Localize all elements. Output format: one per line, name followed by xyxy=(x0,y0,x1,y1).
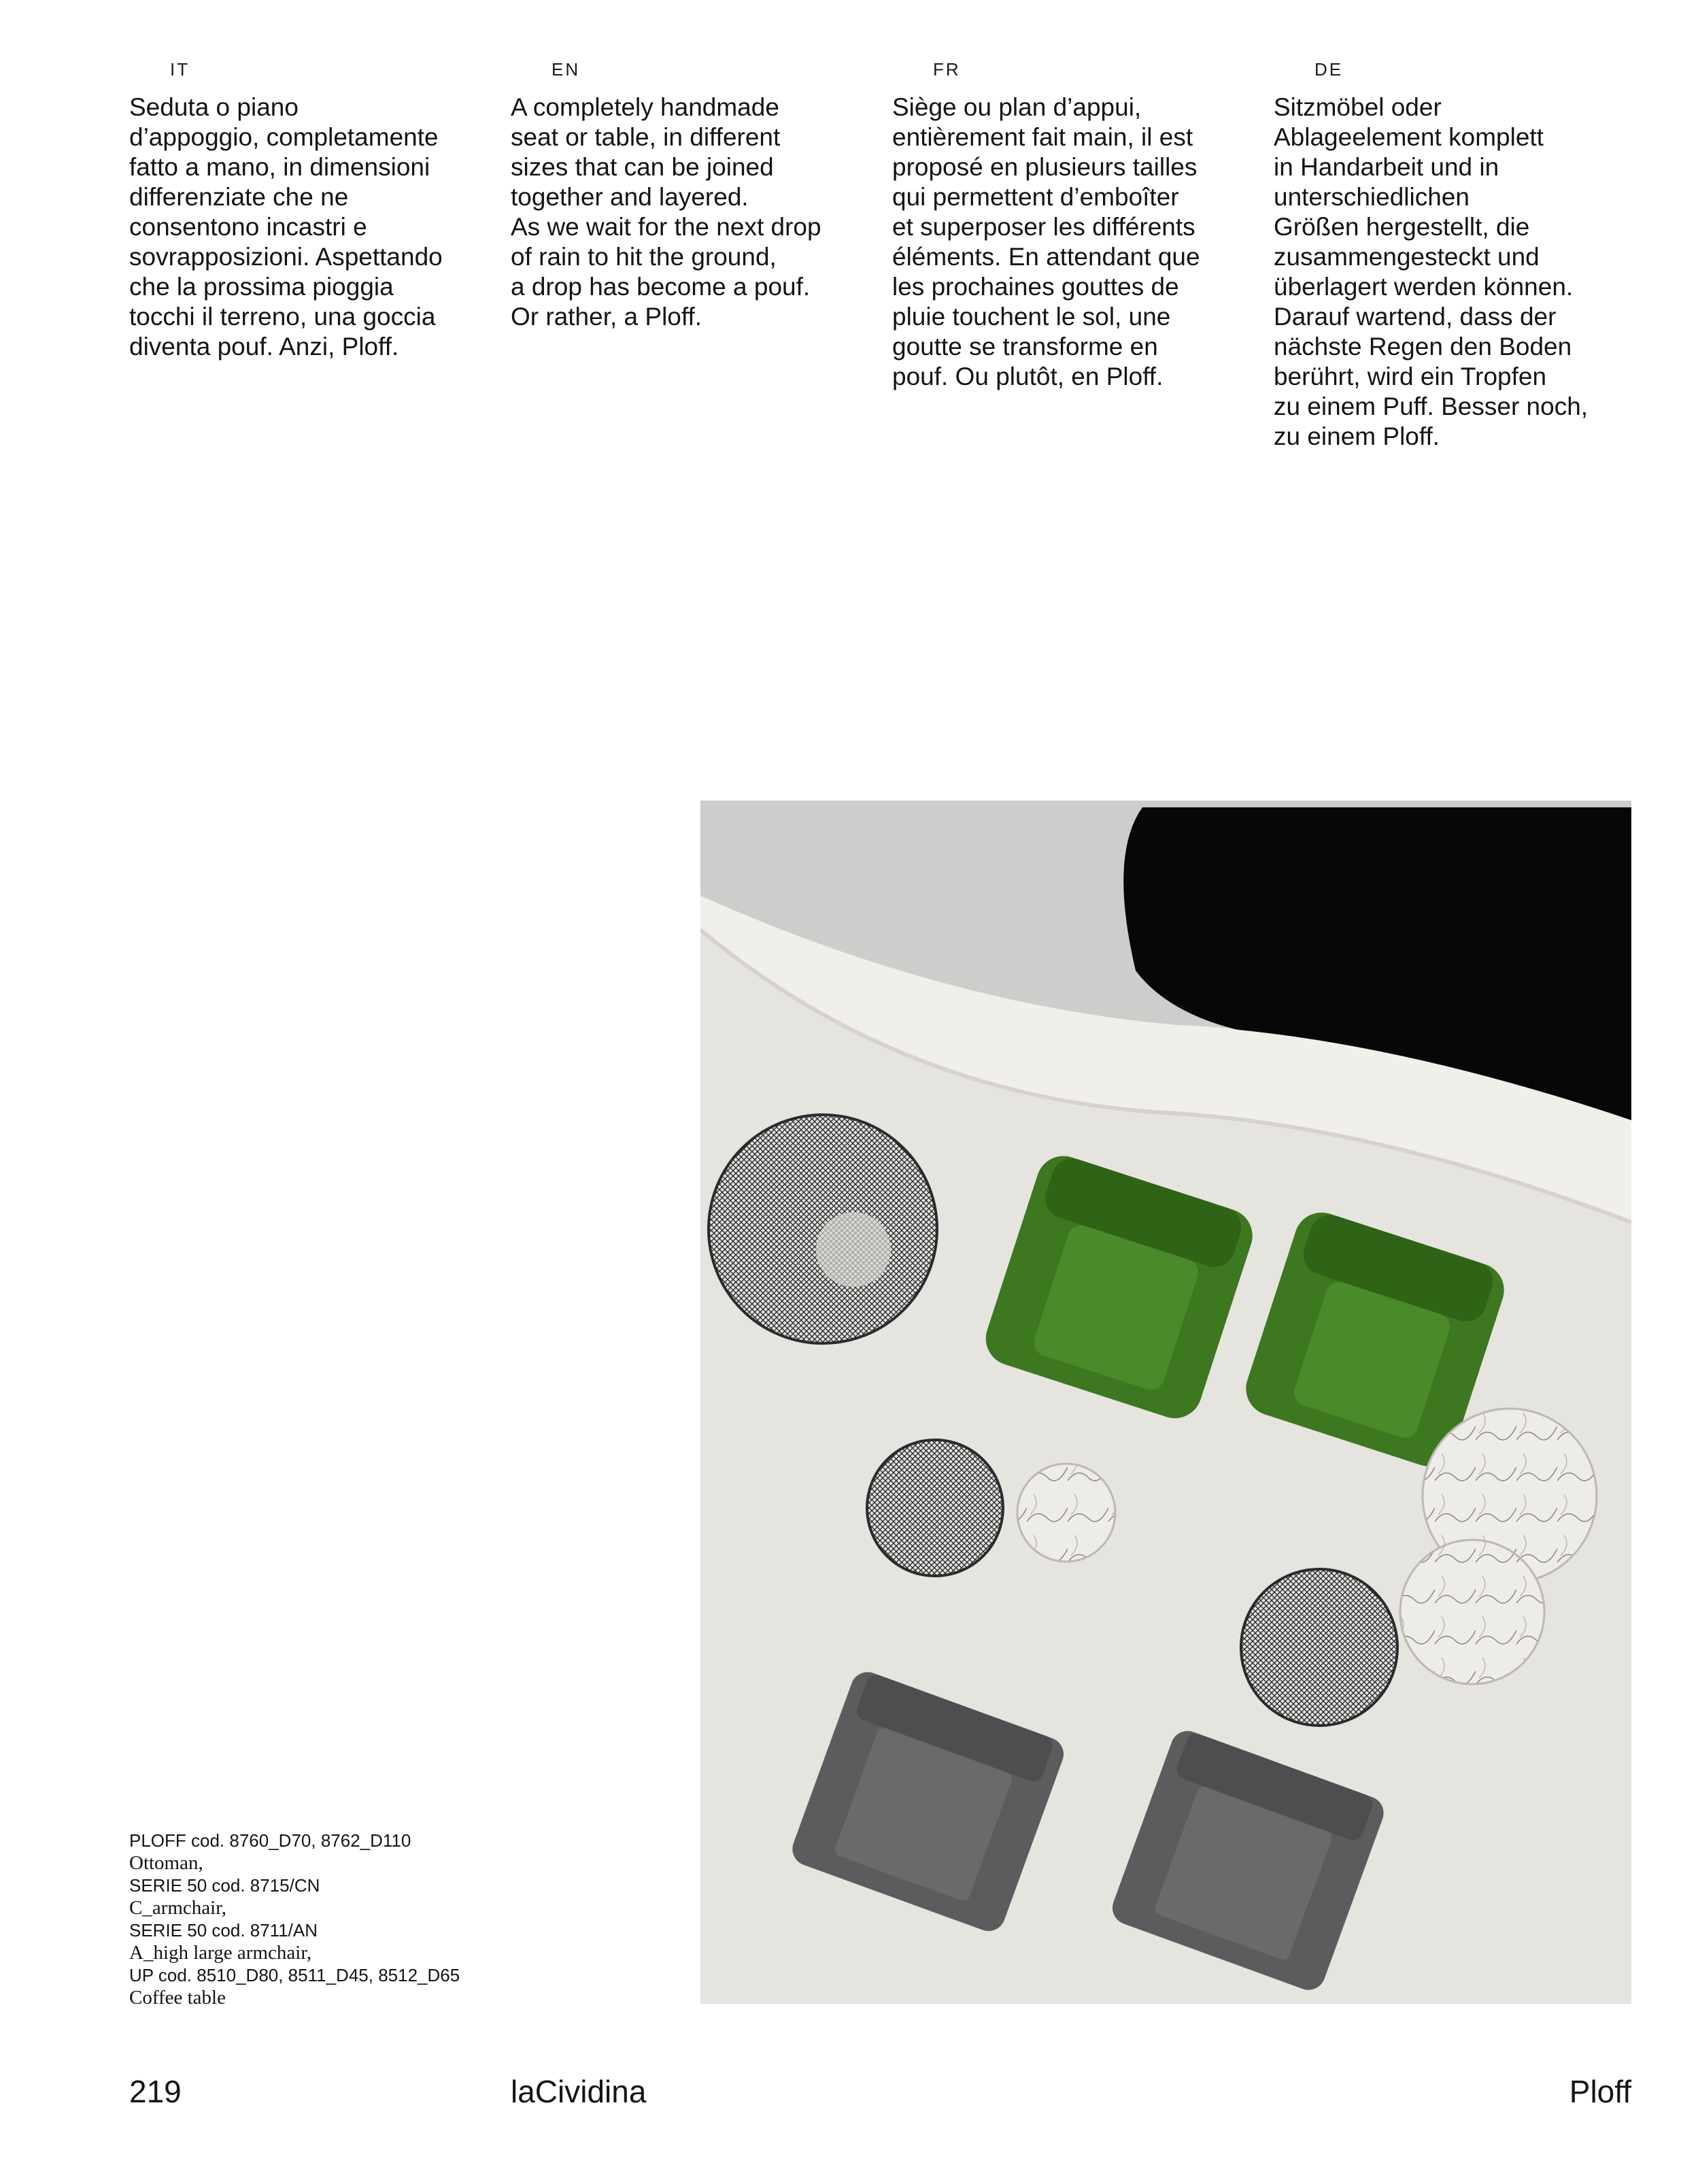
language-label: IT xyxy=(170,59,190,80)
language-label: DE xyxy=(1314,59,1344,80)
column-it xyxy=(129,60,483,362)
page-number: 219 xyxy=(129,2074,182,2109)
body-text: Seduta o piano d’appoggio, completamente fatto a mano, in dimensioni differenziate che ne consentono incastri e sovrapposizioni. Aspettando che la prossima pioggia tocchi il terreno, una goccia diventa pouf. Anzi, Ploff. xyxy=(129,93,443,360)
language-label: FR xyxy=(933,59,961,80)
brand-name: laCividina xyxy=(511,2074,647,2109)
marble-table-small xyxy=(1017,1464,1115,1562)
caption-product-code: PLOFF cod. 8760_D70, 8762_D110 xyxy=(129,1830,411,1851)
section-title: Ploff xyxy=(1569,2074,1631,2109)
marble-table-medium xyxy=(1400,1540,1544,1684)
language-label: EN xyxy=(551,59,581,80)
body-text: Sitzmöbel oder Ablageelement komplett in Handarbeit und in unterschiedlichen Größen hergestellt, die zusammengesteckt und überlagert werden können. Darauf wartend, dass der nächste Regen den Boden berührt, wird ein Tropfen zu einem Puff. Besser noch, zu einem Ploff. xyxy=(1274,93,1589,450)
product-photo xyxy=(700,801,1631,2004)
wire-ottoman-right xyxy=(1241,1569,1397,1726)
column-fr xyxy=(892,60,1246,392)
caption-product-code: SERIE 50 cod. 8711/AN xyxy=(129,1920,318,1941)
body-text: Siège ou plan d’appui, entièrement fait main, il est proposé en plusieurs tailles qui permettent d’emboîter et superposer les différents éléments. En attendant que les prochaines gouttes de pluie touchent le sol, une goutte se transforme en pouf. Ou plutôt, en Ploff. xyxy=(892,93,1200,390)
photo-caption xyxy=(129,1830,551,2009)
caption-product-code: SERIE 50 cod. 8715/CN xyxy=(129,1875,320,1896)
body-text: A completely handmade seat or table, in different sizes that can be joined together and layered. As we wait for the next drop of rain to hit the ground, a drop has become a pouf. Or rather, a Ploff. xyxy=(511,93,821,331)
column-en xyxy=(511,60,864,332)
caption-product-desc: Coffee table xyxy=(129,1987,226,2009)
caption-product-desc: Ottoman, xyxy=(129,1852,203,1874)
caption-product-desc: A_high large armchair, xyxy=(129,1942,312,1964)
caption-product-code: UP cod. 8510_D80, 8511_D45, 8512_D65 xyxy=(129,1965,460,1985)
wire-ottoman-medium xyxy=(867,1440,1003,1576)
wire-ottoman-large-center xyxy=(816,1212,891,1287)
column-de xyxy=(1274,60,1627,452)
caption-product-desc: C_armchair, xyxy=(129,1897,226,1919)
